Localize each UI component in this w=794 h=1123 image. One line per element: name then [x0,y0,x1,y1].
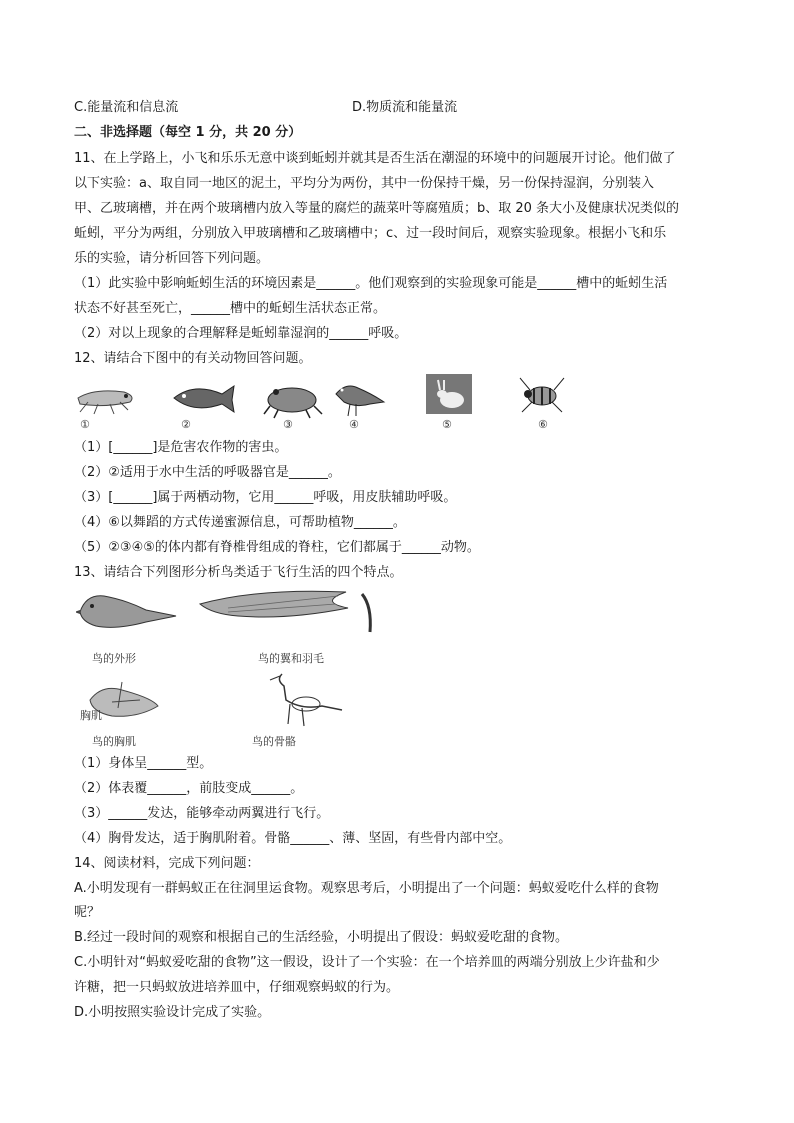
q11-text-1: 11、在上学路上，小飞和乐乐无意中谈到蚯蚓并就其是否生活在潮湿的环境中的问题展开讨论。他们做了 [74,151,676,166]
section-heading: 二、非选择题（每空 1 分，共 20 分） [74,125,302,140]
animal-number-1: ① [80,418,90,431]
q12-sub4: （4）⑥以舞蹈的方式传递蜜源信息，可帮助植物______。 [74,515,406,530]
q11-text-4: 蚯蚓，平分为两组，分别放入甲玻璃槽和乙玻璃槽中；c、过一段时间后，观察实验现象。根据小飞和乐 [74,226,667,241]
frog-icon [264,388,322,418]
caption-skeleton: 鸟的骨骼 [252,735,296,748]
q13-sub2: （2）体表覆______，前肢变成______。 [74,781,304,796]
q12-sub5: （5）②③④⑤的体内都有脊椎骨组成的脊柱，它们都属于______动物。 [74,540,480,555]
animal-number-2: ② [181,418,191,431]
rabbit-icon [426,374,472,414]
animal-number-4: ④ [349,418,359,431]
caption-wing-feather: 鸟的翼和羽毛 [258,652,324,665]
q14-c-2: 许糖，把一只蚂蚁放进培养皿中，仔细观察蚂蚁的行为。 [74,980,400,995]
animal-number-5: ⑤ [442,418,452,431]
q14-a-2: 呢？ [74,905,101,920]
caption-bird-shape: 鸟的外形 [92,652,136,665]
option-d: D.物质流和能量流 [352,100,458,115]
q11-text-2: 以下实验：a、取自同一地区的泥土，平均分为两份，其中一份保持干燥，另一份保持湿润，分别装入 [74,176,654,191]
q13-sub4: （4）胸骨发达，适于胸肌附着。骨骼______、薄、坚固，有些骨内部中空。 [74,831,512,846]
animal-number-3: ③ [283,418,293,431]
q14-text: 14、阅读材料，完成下列问题： [74,856,260,871]
caption-chest-label: 胸肌 [80,709,102,722]
q12-sub3: （3）[______]属于两栖动物，它用______呼吸，用皮肤辅助呼吸。 [74,490,457,505]
q11-sub1-a: （1）此实验中影响蚯蚓生活的环境因素是______。他们观察到的实验现象可能是______槽中的蚯蚓生活 [74,276,668,291]
bird-icon [336,386,384,416]
skeleton-icon [270,674,342,726]
fish-icon [174,386,234,412]
q14-d: D.小明按照实验设计完成了实验。 [74,1005,271,1020]
caption-chest-muscle: 鸟的胸肌 [92,735,136,748]
q14-c-1: C.小明针对“蚂蚁爱吃甜的食物”这一假设，设计了一个实验：在一个培养皿的两端分别放上少许盐和少 [74,955,660,970]
animal-number-6: ⑥ [538,418,548,431]
q11-text-3: 甲、乙玻璃槽，并在两个玻璃槽内放入等量的腐烂的蔬菜叶等腐殖质；b、取 20 条大小及健康状况类似的 [74,201,680,216]
animal-figures [74,372,604,432]
bird-shape-icon [76,596,176,628]
q14-a-1: A.小明发现有一群蚂蚁正在往洞里运食物。观察思考后，小明提出了一个问题：蚂蚁爱吃什么样的食物 [74,881,659,896]
locust-icon [78,391,132,414]
bird-figures [76,586,396,746]
q12-sub2: （2）②适用于水中生活的呼吸器官是______。 [74,465,341,480]
wing-icon [200,591,348,617]
q11-sub2: （2）对以上现象的合理解释是蚯蚓靠湿润的______呼吸。 [74,326,408,341]
bee-icon [520,378,564,412]
q11-text-5: 乐的实验，请分析回答下列问题。 [74,251,270,266]
feather-icon [362,594,370,632]
q13-text: 13、请结合下列图形分析鸟类适于飞行生活的四个特点。 [74,565,403,580]
q11-sub1-b: 状态不好甚至死亡，______槽中的蚯蚓生活状态正常。 [74,301,387,316]
q13-sub1: （1）身体呈______型。 [74,756,213,771]
q14-b: B.经过一段时间的观察和根据自己的生活经验，小明提出了假设：蚂蚁爱吃甜的食物。 [74,930,569,945]
q12-text: 12、请结合下图中的有关动物回答问题。 [74,351,312,366]
option-c: C.能量流和信息流 [74,100,179,115]
q12-sub1: （1）[______]是危害农作物的害虫。 [74,440,288,455]
q13-sub3: （3）______发达，能够牵动两翼进行飞行。 [74,806,330,821]
